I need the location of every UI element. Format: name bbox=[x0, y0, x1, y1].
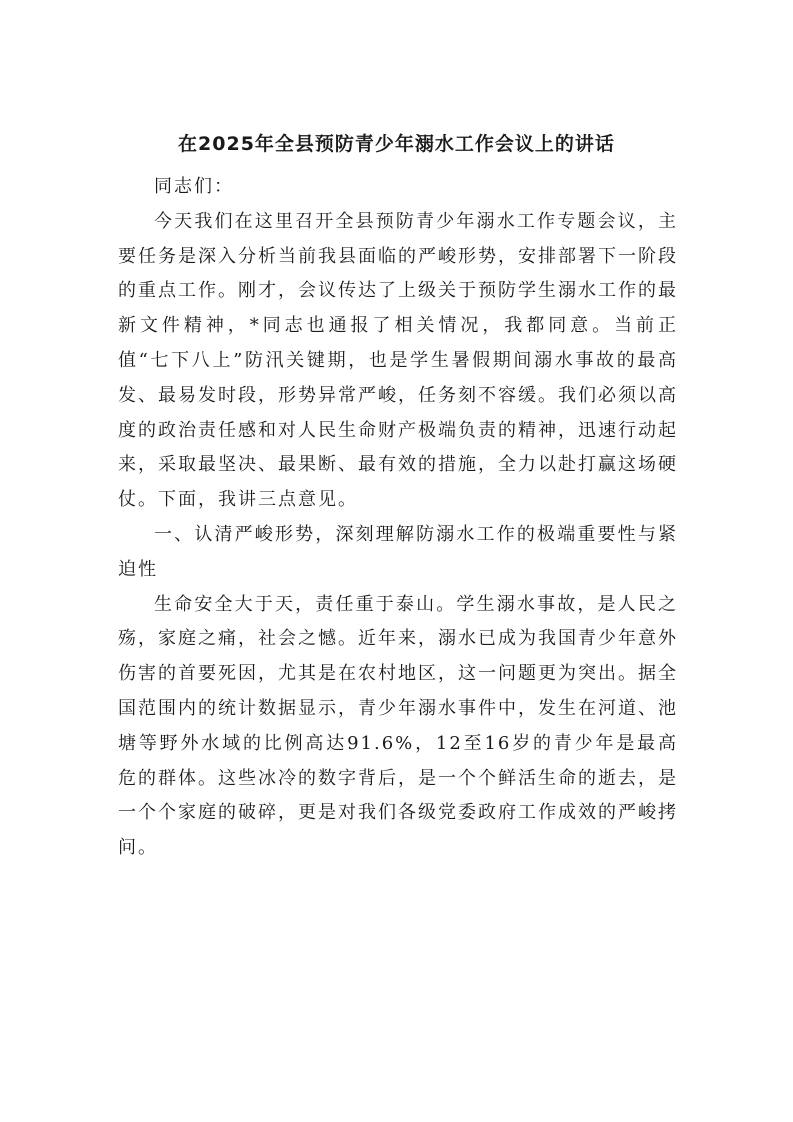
section-heading-1: 一、认清严峻形势，深刻理解防溺水工作的极端重要性与紧迫性 bbox=[118, 523, 678, 580]
salutation: 同志们： bbox=[154, 176, 234, 197]
paragraph-section-1: 生命安全大于天，责任重于泰山。学生溺水事故，是人民之殇，家庭之痛，社会之憾。近年来，溺水已成为我国青少年意外伤害的首要死因，尤其是在农村地区，这一问题更为突出。据全国范围内的统计数据显示，青少年溺水事件中，发生在河道、池塘等野外水域的比例高达91.6%，12至16岁的青少年是最高危的群体。这些冰冷的数字背后，是一个个鲜活生命的逝去，是一个个家庭的破碎，更是对我们各级党委政府工作成效的严峻拷问。 bbox=[118, 593, 678, 859]
document-title: 在2025年全县预防青少年溺水工作会议上的讲话 bbox=[178, 133, 615, 155]
paragraph-intro: 今天我们在这里召开全县预防青少年溺水工作专题会议，主要任务是深入分析当前我县面临的严峻形势，安排部署下一阶段的重点工作。刚才，会议传达了上级关于预防学生溺水工作的最新文件精神，*同志也通报了相关情况，我都同意。当前正值“七下八上”防汛关键期，也是学生暑假期间溺水事故的最高发、最易发时段，形势异常严峻，任务刻不容缓。我们必须以高度的政治责任感和对人民生命财产极端负责的精神，迅速行动起来，采取最坚决、最果断、最有效的措施，全力以赴打赢这场硬仗。下面，我讲三点意见。 bbox=[118, 210, 678, 511]
document-body bbox=[118, 170, 678, 866]
